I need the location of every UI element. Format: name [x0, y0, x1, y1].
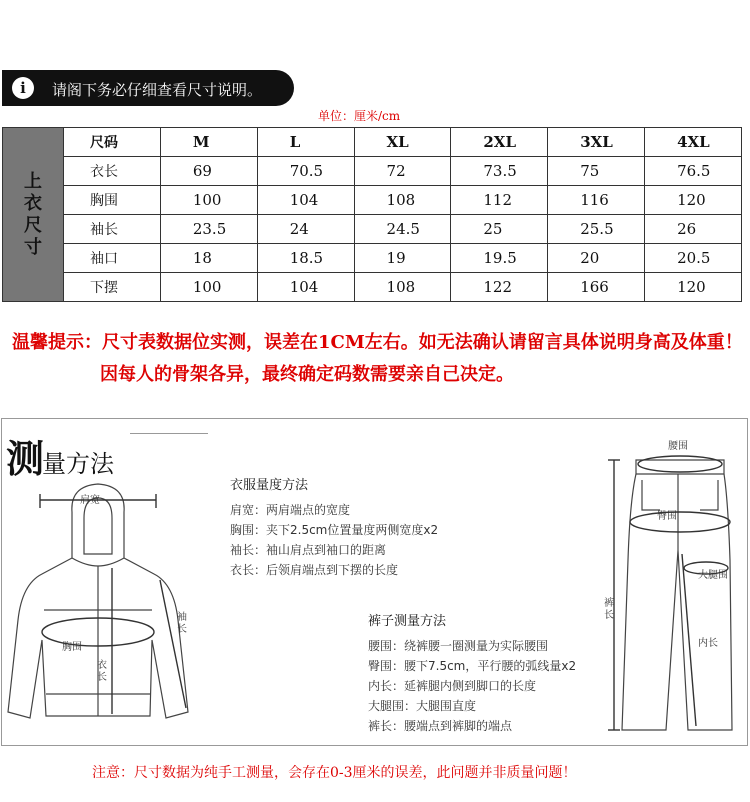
pants-inseam-label: 内长 [698, 638, 718, 649]
pants-waist-label: 腰围 [668, 441, 688, 452]
table-cell: 24.5 [354, 215, 451, 244]
table-cell: 108 [354, 273, 451, 302]
row-label: 袖长 [64, 215, 161, 244]
table-row [3, 244, 742, 273]
clothes-method [230, 476, 438, 580]
measure-title [6, 428, 114, 483]
clothes-method-item: 胸围：夹下2.5cm位置量度两侧宽度x2 [230, 523, 439, 537]
table-cell: 104 [257, 186, 354, 215]
pants-method-item: 臀围：腰下7.5cm，平行腰的弧线量x2 [368, 659, 577, 673]
table-row [3, 215, 742, 244]
pants-method-item: 大腿围：大腿围直度 [368, 699, 477, 713]
table-cell: 24 [257, 215, 354, 244]
table-cell: 122 [451, 273, 548, 302]
clothes-method-item: 肩宽：两肩端点的宽度 [230, 503, 351, 517]
footer-note: 注意：尺寸数据为纯手工测量，会存在0-3厘米的误差，此问题并非质量问题！ [92, 765, 577, 781]
table-cell: 70.5 [257, 157, 354, 186]
row-label: 袖口 [64, 244, 161, 273]
table-cell: 20.5 [645, 244, 742, 273]
header-cell: 4XL [645, 128, 742, 157]
table-cell: 19 [354, 244, 451, 273]
warm-tip-line-2: 因每人的骨架各异，最终确定码数需要亲自己决定。 [100, 364, 514, 385]
table-cell: 104 [257, 273, 354, 302]
table-cell: 26 [645, 215, 742, 244]
table-header-row [3, 128, 742, 157]
table-cell: 108 [354, 186, 451, 215]
table-cell: 20 [548, 244, 645, 273]
notice-bar [2, 70, 294, 106]
header-cell: L [257, 128, 354, 157]
unit-label: 单位：厘米/cm [318, 109, 401, 123]
jacket-shoulder-label: 肩宽 [80, 495, 100, 506]
table-cell: 120 [645, 273, 742, 302]
clothes-method-item: 衣长：后领肩端点到下摆的长度 [230, 563, 399, 577]
table-cell: 76.5 [645, 157, 742, 186]
table-cell: 166 [548, 273, 645, 302]
measure-title-rest: 量方法 [42, 450, 115, 478]
table-cell: 25.5 [548, 215, 645, 244]
side-label: 上 衣 尺 寸 [3, 128, 64, 302]
table-cell: 112 [451, 186, 548, 215]
info-icon: i [12, 77, 34, 99]
row-label: 胸围 [64, 186, 161, 215]
table-cell: 100 [160, 186, 257, 215]
title-rule [130, 433, 208, 442]
row-label: 衣长 [64, 157, 161, 186]
pants-thigh-label: 大腿围 [698, 570, 728, 581]
table-cell: 19.5 [451, 244, 548, 273]
pants-method-heading: 裤子测量方法 [368, 614, 447, 629]
table-cell: 23.5 [160, 215, 257, 244]
header-cell: 2XL [451, 128, 548, 157]
table-cell: 120 [645, 186, 742, 215]
table-cell: 72 [354, 157, 451, 186]
header-cell: XL [354, 128, 451, 157]
pants-hip-label: 臀围 [657, 511, 677, 522]
table-cell: 18 [160, 244, 257, 273]
notice-text: 请阁下务必仔细查看尺寸说明。 [52, 81, 263, 99]
table-cell: 25 [451, 215, 548, 244]
jacket-illustration [0, 480, 210, 742]
pants-method-item: 裤长：腰端点到裤脚的端点 [368, 719, 513, 733]
size-table [2, 127, 742, 302]
clothes-method-heading: 衣服量度方法 [230, 478, 309, 493]
table-cell: 116 [548, 186, 645, 215]
table-cell: 73.5 [451, 157, 548, 186]
pants-method-item: 腰围：绕裤腰一圈测量为实际腰围 [368, 639, 549, 653]
header-cell: 3XL [548, 128, 645, 157]
table-cell: 18.5 [257, 244, 354, 273]
jacket-chest-label: 胸围 [62, 642, 82, 653]
table-row [3, 273, 742, 302]
measure-title-big: 测 [6, 437, 43, 481]
table-cell: 75 [548, 157, 645, 186]
pants-illustration [600, 440, 746, 740]
table-row [3, 186, 742, 215]
header-cell: 尺码 [64, 128, 161, 157]
jacket-length-label: 衣长 [97, 660, 107, 683]
jacket-sleeve-label: 袖长 [177, 612, 187, 635]
warm-tip-line-1: 温馨提示：尺寸表数据位实测，误差在1CM左右。如无法确认请留言具体说明身高及体重！ [12, 332, 743, 353]
clothes-method-item: 袖长：袖山肩点到袖口的距离 [230, 543, 387, 557]
table-cell: 100 [160, 273, 257, 302]
pants-method-item: 内长：延裤腿内侧到脚口的长度 [368, 679, 537, 693]
header-cell: M [160, 128, 257, 157]
pants-length-label: 裤长 [604, 598, 614, 621]
table-row [3, 157, 742, 186]
pants-method [368, 612, 576, 736]
table-cell: 69 [160, 157, 257, 186]
row-label: 下摆 [64, 273, 161, 302]
